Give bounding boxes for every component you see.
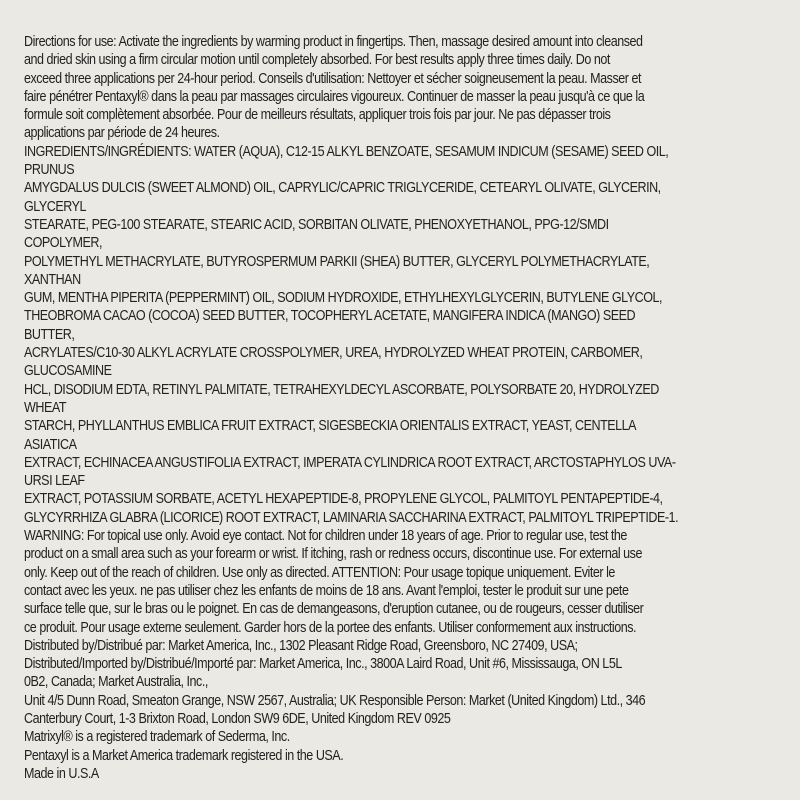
- country-of-origin-line: Made in U.S.A: [24, 765, 99, 782]
- directions-paragraph: Directions for use: Activate the ingredients by warming product in fingertips. Then, massage desired amount into cleansed and dried skin using a firm circular motion until completely absorbed. For best results apply three times daily. Do not exceed three applications per 24-hour period. Conseils d'utilisation: Nettoyer et sécher soigneusement la peau. Masser et faire pénétrer Pentaxyl® dans la peau par massages circulaires vigoureux. Continuer de masser la peau jusqu'à ce que la formule soit complètement absorbée. Pour de meilleurs résultats, appliquer trois fois par jour. Ne pas dépasser trois applications par période de 24 heures.: [24, 34, 645, 142]
- distributor-paragraph: Distributed by/Distribué par: Market America, Inc., 1302 Pleasant Ridge Road, Greensboro, NC 27409, USA; Distributed/Imported by/Distribué/Importé par: Market America, Inc., 3800A Laird Road, Unit #6, Mississauga, ON L5L 0B2, Canada; Market Australia, Inc., Unit 4/5 Dunn Road, Smeaton Grange, NSW 2567, Australia; UK Responsible Person: Market (United Kingdom) Ltd., 346 Canterbury Court, 1-3 Brixton Road, London SW9 6DE, United Kingdom REV 0925: [24, 637, 646, 727]
- pentaxyl-trademark-line: Pentaxyl is a Market America trademark registered in the USA.: [24, 747, 344, 764]
- ingredients-paragraph: INGREDIENTS/INGRÉDIENTS: WATER (AQUA), C12-15 ALKYL BENZOATE, SESAMUM INDICUM (SESAME) SEED OIL, PRUNUS AMYGDALUS DULCIS (SWEET ALMOND) OIL, CAPRYLIC/CAPRIC TRIGLYCERIDE, CETEARYL OLIVATE, GLYCERIN, GLYCERYL STEARATE, PEG-100 STEARATE, STEARIC ACID, SORBITAN OLIVATE, PHENOXYETHANOL, PPG-12/SMDI COPOLYMER, POLYMETHYL METHACRYLATE, BUTYROSPERMUM PARKII (SHEA) BUTTER, GLYCERYL POLYMETHACRYLATE, XANTHAN GUM, MENTHA PIPERITA (PEPPERMINT) OIL, SODIUM HYDROXIDE, ETHYLHEXYLGLYCERIN, BUTYLENE GLYCOL, THEOBROMA CACAO (COCOA) SEED BUTTER, TOCOPHERYL ACETATE, MANGIFERA INDICA (MANGO) SEED BUTTER, ACRYLATES/C10-30 ALKYL ACRYLATE CROSSPOLYMER, UREA, HYDROLYZED WHEAT PROTEIN, CARBOMER, GLUCOSAMINE HCL, DISODIUM EDTA, RETINYL PALMITATE, TETRAHEXYLDECYL ASCORBATE, POLYSORBATE 20, HYDROLYZED WHEAT STARCH, PHYLLANTHUS EMBLICA FRUIT EXTRACT, SIGESBECKIA ORIENTALIS EXTRACT, YEAST, CENTELLA ASIATICA EXTRACT, ECHINACEA ANGUSTIFOLIA EXTRACT, IMPERATA CYLINDRICA ROOT EXTRACT, ARCTOSTAPHYLOS UVA-URSI LEAF EXTRACT, POTASSIUM SORBATE, ACETYL HEXAPEPTIDE-8, PROPYLENE GLYCOL, PALMITOYL PENTAPEPTIDE-4, GLYCYRRHIZA GLABRA (LICORICE) ROOT EXTRACT, LAMINARIA SACCHARINA EXTRACT, PALMITOYL TRIPEPTIDE-1.: [24, 143, 679, 526]
- matrixyl-trademark-line: Matrixyl® is a registered trademark of Sederma, Inc.: [24, 729, 290, 746]
- product-label-text: [24, 33, 683, 783]
- warning-paragraph: WARNING: For topical use only. Avoid eye contact. Not for children under 18 years of age. Prior to regular use, test the product on a small area such as your forearm or wrist. If itching, rash or redness occurs, discontinue use. For external use only. Keep out of the reach of children. Use only as directed. ATTENTION: Pour usage topique uniquement. Eviter le contact avec les yeux. ne pas utiliser chez les enfants de moins de 18 ans. Avant l'emploi, tester le produit sur une pete surface telle que, sur le bras ou le poignet. En cas de demangeasons, d'eruption cutanee, ou de rougeurs, cesser dutiliser ce produit. Pour usage externe seulement. Garder hors de la portee des enfants. Utiliser conformement aux instructions.: [24, 528, 644, 636]
